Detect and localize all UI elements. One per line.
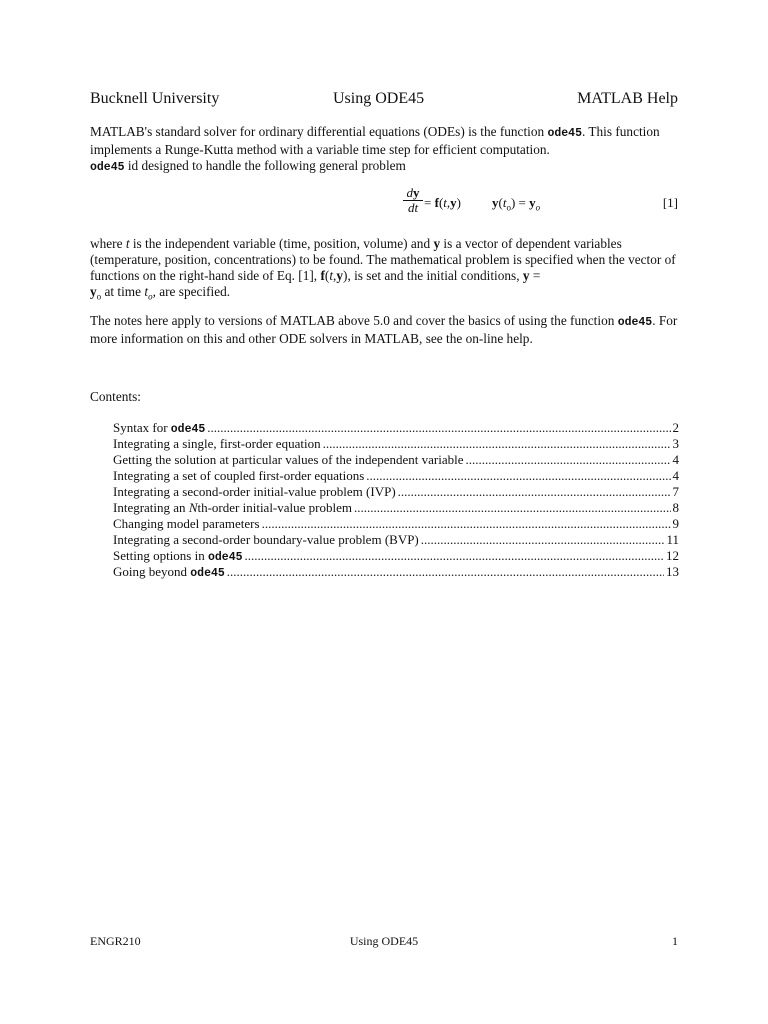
toc-leader (366, 468, 670, 484)
ic-open: ( (498, 195, 503, 210)
p2-text-7: , are specified. (152, 284, 231, 299)
intro-text-2: . This function implements a Runge-Kutta method with a variable time step for efficient computation. (90, 124, 660, 157)
p3-text-1: The notes here apply to versions of MATLAB above 5.0 and cover the basics of using the function (90, 313, 618, 328)
p2-comma: , (333, 268, 337, 283)
eq-equals: = (424, 195, 435, 210)
toc-leader (398, 484, 671, 500)
toc-title: Integrating a single, first-order equation (113, 436, 321, 451)
p2-text-3: is a vector of dependent variables (temperature, position, concentrations) to be found. The mathematical problem is specified when the vector of functions on the right-hand side of Eq. [1], (90, 236, 676, 283)
eq-num-y: y (413, 185, 420, 200)
p3-code: ode45 (617, 316, 653, 329)
toc-page-number: 13 (666, 564, 679, 579)
toc-code: ode45 (170, 423, 206, 436)
p2-f: f (320, 268, 325, 283)
toc-code: ode45 (190, 567, 225, 580)
footer-course: ENGR210 (90, 934, 141, 948)
eq-f: f (434, 195, 439, 210)
toc-leader (245, 548, 665, 564)
header-institution: Bucknell University (90, 90, 220, 107)
toc-text: Integrating an (113, 500, 189, 515)
toc-entry-syntax[interactable] (113, 420, 679, 436)
toc-entry-nth-order-ivp[interactable] (113, 500, 679, 516)
p2-text-2: is the independent variable (time, position, volume) and (129, 236, 434, 251)
toc-text: Syntax for (113, 420, 171, 435)
p2-open: ( (324, 268, 330, 283)
ic-y: y (492, 195, 499, 210)
equation-1 (90, 186, 678, 226)
eq-y: y (450, 195, 457, 210)
footer-title: Using ODE45 (349, 934, 419, 948)
toc-page-number: 7 (672, 484, 679, 499)
toc-page-number: 8 (672, 500, 679, 515)
toc-title (113, 564, 225, 582)
p3-text-2: . For more information on this and other ODE solvers in MATLAB, see the on-line help. (90, 313, 678, 346)
toc-leader (466, 452, 671, 468)
toc-title (113, 500, 352, 516)
intro-code-1: ode45 (547, 127, 582, 140)
p2-t: t (125, 236, 130, 251)
toc-page-number: 2 (672, 420, 679, 435)
p2-f-y: y (336, 268, 343, 283)
toc-title: Changing model parameters (113, 516, 260, 531)
table-of-contents (113, 420, 679, 580)
toc-page-number: 3 (672, 436, 679, 451)
p2-y: y (433, 236, 441, 251)
toc-title: Integrating a set of coupled first-order equations (113, 468, 365, 483)
eq-comma: , (446, 195, 451, 210)
toc-page-number: 11 (666, 532, 679, 547)
toc-text: Setting options in (113, 548, 208, 563)
toc-entry-coupled-equations[interactable] (113, 468, 679, 484)
p2-t0-sub: o (148, 291, 153, 302)
equation-number: [1] (662, 195, 678, 210)
toc-page-number: 12 (666, 548, 679, 563)
intro-paragraph (90, 124, 680, 176)
eq-num-d: d (406, 185, 413, 200)
eq-den: dt (407, 200, 419, 215)
p2-y-bold: y (522, 268, 530, 283)
p2-f-t: t (329, 268, 334, 283)
toc-leader (354, 500, 671, 516)
eq-t: t (443, 195, 447, 210)
toc-leader (227, 564, 664, 580)
toc-leader (207, 420, 670, 436)
toc-entry-second-order-ivp[interactable] (113, 484, 679, 500)
footer-page-number: 1 (672, 934, 678, 948)
toc-entry-model-parameters[interactable] (113, 516, 679, 532)
p2-text-6: at time (101, 284, 145, 299)
p2-text-4: , is set and the initial conditions, (347, 268, 523, 283)
toc-entry-single-first-order[interactable] (113, 436, 679, 452)
toc-leader (262, 516, 671, 532)
p2-close: ) (343, 268, 348, 283)
toc-page-number: 9 (672, 516, 679, 531)
page-footer (90, 934, 678, 950)
toc-title: Integrating a second-order boundary-value problem (BVP) (113, 532, 419, 547)
p2-y0: y (90, 284, 97, 299)
toc-entry-particular-values[interactable] (113, 452, 679, 468)
header-title: Using ODE45 (333, 90, 425, 107)
ic-y0: y (529, 195, 536, 210)
p2-y0-sub: o (96, 291, 102, 302)
ic-t-sub: o (506, 202, 511, 213)
intro-code-2: ode45 (90, 161, 125, 174)
toc-leader (421, 532, 665, 548)
toc-entry-setting-options[interactable] (113, 548, 679, 564)
ic-close: ) = (510, 195, 530, 210)
p2-t0: t (144, 284, 149, 299)
intro-text-3: id designed to handle the following general problem (124, 158, 406, 173)
toc-italic: N (188, 500, 198, 515)
equation-derivative (403, 186, 423, 215)
equation-rhs (424, 195, 461, 211)
toc-entry-second-order-bvp[interactable] (113, 532, 679, 548)
page-header (90, 90, 678, 112)
toc-title: Getting the solution at particular values of the independent variable (113, 452, 464, 467)
equation-initial-condition (492, 195, 540, 213)
toc-title: Integrating a second-order initial-value problem (IVP) (113, 484, 396, 499)
intro-text-1: MATLAB's standard solver for ordinary differential equations (ODEs) is the function (90, 124, 548, 139)
contents-heading: Contents: (90, 389, 141, 404)
toc-text-after: th-order initial-value problem (197, 500, 352, 515)
eq-open: ( (438, 195, 444, 210)
toc-page-number: 4 (672, 452, 679, 467)
ic-y0-sub: o (535, 202, 541, 213)
ic-t: t (502, 195, 507, 210)
header-subject: MATLAB Help (577, 90, 678, 107)
toc-entry-going-beyond[interactable] (113, 564, 679, 580)
toc-page-number: 4 (672, 468, 679, 483)
toc-leader (323, 436, 671, 452)
toc-code: ode45 (207, 551, 243, 564)
p2-text-5: = (529, 268, 541, 283)
p2-text-1: where (90, 236, 126, 251)
definition-paragraph (90, 236, 680, 305)
toc-text: Going beyond (113, 564, 191, 579)
scope-paragraph (90, 313, 680, 347)
eq-close: ) (456, 195, 461, 210)
